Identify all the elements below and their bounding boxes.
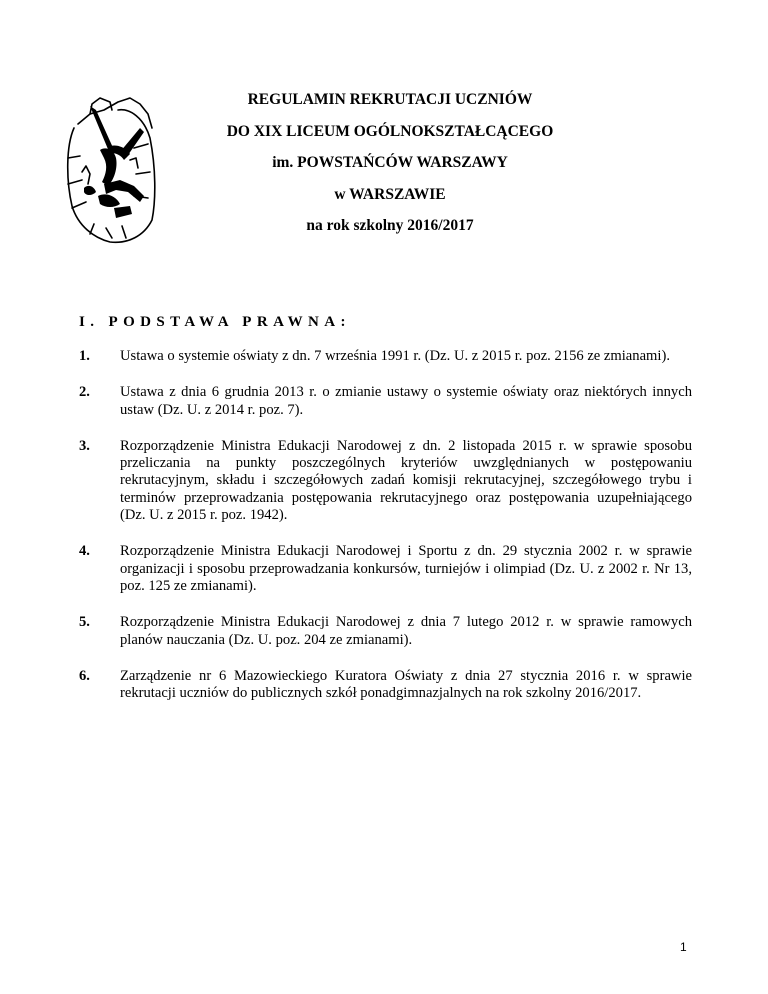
list-item	[79, 438, 692, 524]
item-text: Zarządzenie nr 6 Mazowieckiego Kuratora Oświaty z dnia 27 stycznia 2016 r. w sprawie rekrutacji uczniów do publicznych szkół ponadgimnazjalnych na rok szkolny 2016/2017.	[120, 667, 692, 702]
item-number: 5.	[79, 614, 90, 631]
section-heading: I. PODSTAWA PRAWNA:	[79, 314, 351, 330]
item-text: Rozporządzenie Ministra Edukacji Narodowej z dnia 7 lutego 2012 r. w sprawie ramowych planów nauczania (Dz. U. poz. 204 ze zmianami).	[120, 614, 692, 648]
title-line: im. POWSTAŃCÓW WARSZAWY	[272, 154, 508, 171]
list-item	[79, 348, 692, 365]
list-item	[79, 543, 692, 595]
item-number: 4.	[79, 543, 90, 560]
list-item	[79, 384, 692, 419]
item-text: Rozporządzenie Ministra Edukacji Narodowej i Sportu z dn. 29 stycznia 2002 r. w sprawie organizacji i sposobu przeprowadzania konkursów, turniejów i olimpiad (Dz. U. z 2002 r. Nr 13, poz. 125 ze zmianami).	[120, 543, 692, 594]
item-text: Rozporządzenie Ministra Edukacji Narodowej z dn. 2 listopada 2015 r. w sprawie sposobu przeliczania na punkty poszczególnych kryteriów uwzględnianych w postępowaniu rekrutacyjnym, składu i szczegółowych zadań komisji rekrutacyjnej, szczegółowego trybu i terminów przeprowadzania postępowania rekrutacyjnego oraz postępowania uzupełniającego (Dz. U. z 2015 r. poz. 1942).	[120, 437, 692, 524]
page-number: 1	[680, 940, 687, 954]
list-item	[79, 668, 692, 703]
item-text: Ustawa o systemie oświaty z dn. 7 września 1991 r. (Dz. U. z 2015 r. poz. 2156 ze zmianami).	[120, 348, 670, 364]
legal-basis-list	[79, 348, 692, 721]
title-line: REGULAMIN REKRUTACJI UCZNIÓW	[247, 91, 533, 108]
item-number: 3.	[79, 437, 90, 454]
title-line: DO XIX LICEUM OGÓLNOKSZTAŁCĄCEGO	[226, 122, 554, 140]
list-item	[79, 614, 692, 649]
title-line: w WARSZAWIE	[334, 185, 446, 203]
document-title	[130, 88, 650, 246]
item-number: 1.	[79, 348, 90, 364]
item-text: Ustawa z dnia 6 grudnia 2013 r. o zmianie ustawy o systemie oświaty oraz niektórych innych ustaw (Dz. U. z 2014 r. poz. 7).	[120, 384, 692, 418]
item-number: 6.	[79, 667, 90, 684]
item-number: 2.	[79, 384, 90, 401]
title-line: na rok szkolny 2016/2017	[306, 217, 474, 234]
